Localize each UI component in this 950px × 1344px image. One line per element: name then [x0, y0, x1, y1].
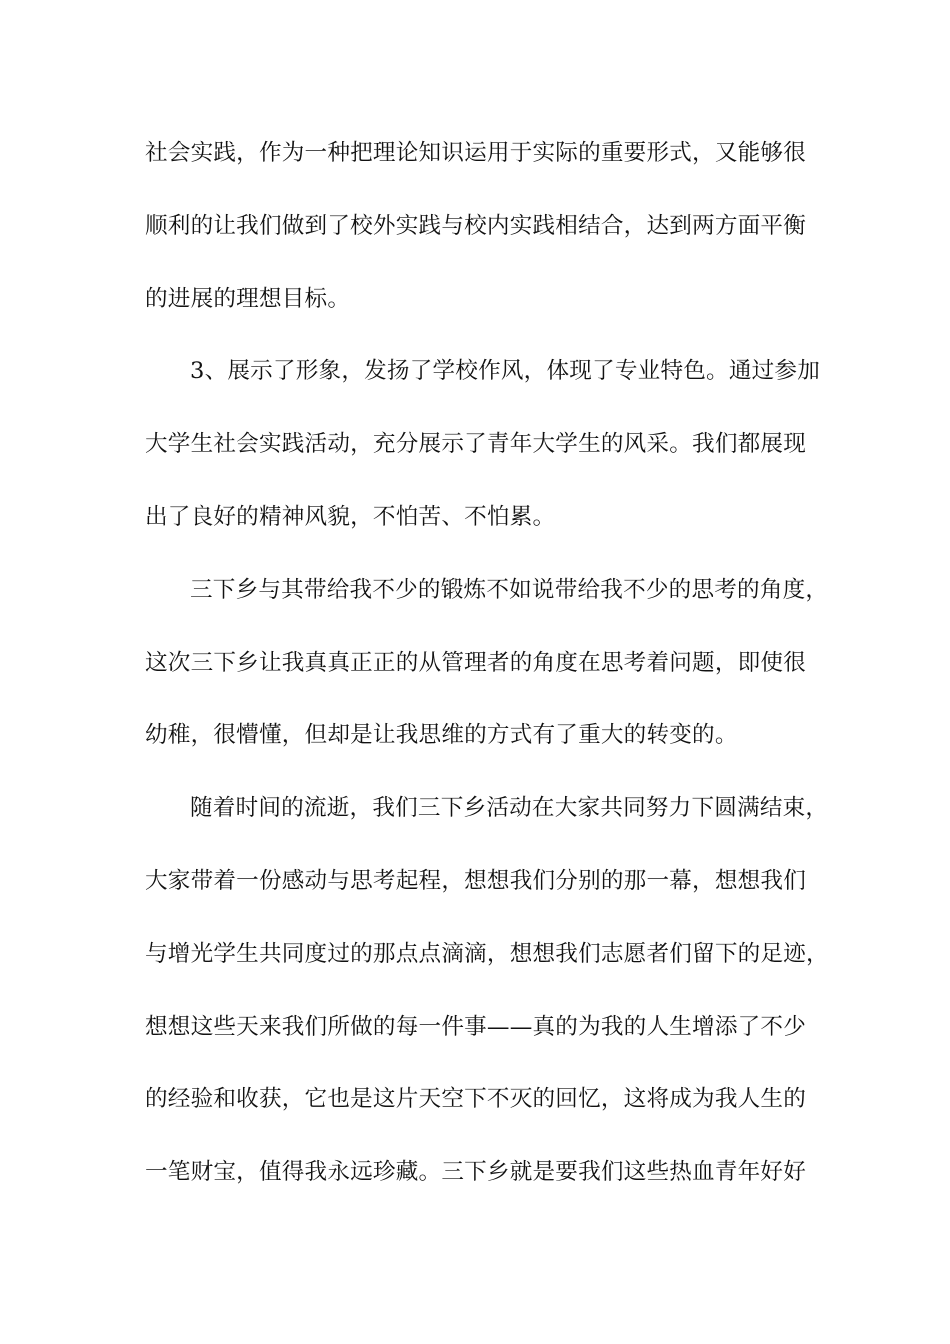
- text-line: 与增光学生共同度过的那点点滴滴，想想我们志愿者们留下的足迹，: [145, 940, 829, 967]
- text-line: 出了良好的精神风貌，不怕苦、不怕累。: [145, 503, 556, 530]
- paragraph-start-line: 三下乡与其带给我不少的锻炼不如说带给我不少的思考的角度，: [190, 576, 829, 603]
- text-line: 想想这些天来我们所做的每一件事——真的为我的人生增添了不少: [145, 1013, 807, 1040]
- paragraph-start-line: 随着时间的流逝，我们三下乡活动在大家共同努力下圆满结束，: [190, 795, 829, 822]
- text-line: 这次三下乡让我真真正正的从管理者的角度在思考着问题，即使很: [145, 649, 807, 676]
- text-line: 大学生社会实践活动，充分展示了青年大学生的风采。我们都展现: [145, 431, 807, 458]
- text-line: 的进展的理想目标。: [145, 285, 351, 312]
- text-line: 社会实践，作为一种把理论知识运用于实际的重要形式，又能够很: [145, 140, 807, 166]
- text-line: 幼稚，很懵懂，但却是让我思维的方式有了重大的转变的。: [145, 722, 738, 749]
- text-line: 的经验和收获，它也是这片天空下不灭的回忆，这将成为我人生的: [145, 1086, 807, 1113]
- paragraph-start-line: 3、展示了形象，发扬了学校作风，体现了专业特色。通过参加: [190, 358, 821, 385]
- text-line: 一笔财宝，值得我永远珍藏。三下乡就是要我们这些热血青年好好: [145, 1159, 807, 1186]
- text-line: 顺利的让我们做到了校外实践与校内实践相结合，达到两方面平衡: [145, 212, 807, 239]
- text-line: 大家带着一份感动与思考起程，想想我们分别的那一幕，想想我们: [145, 867, 807, 894]
- document-body: [145, 136, 829, 1228]
